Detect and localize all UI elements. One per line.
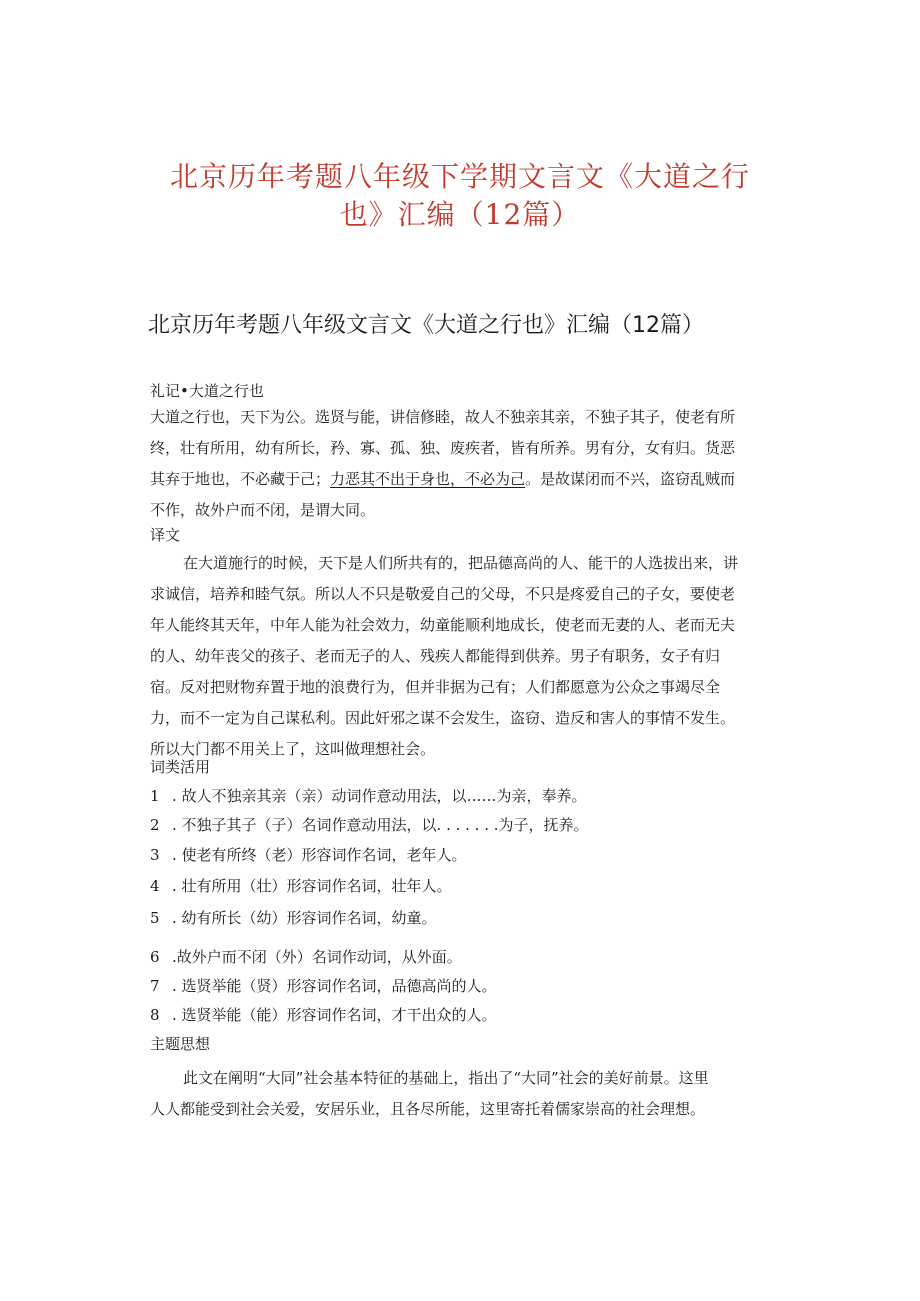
usage-item-3 (150, 844, 467, 865)
underlined-phrase: 力恶其不出于身也，不必为己 (330, 470, 526, 488)
usage-number: 5 (150, 909, 160, 927)
translation-line-3: 年人能终其天年，中年人能为社会效力，幼童能顺利地成长，使老而无妻的人、老而无夫 (150, 616, 736, 634)
usage-text: . 壮有所用（壮）形容词作名词，壮年人。 (172, 877, 452, 895)
usage-item-1 (150, 785, 587, 806)
usage-item-8 (150, 1004, 497, 1025)
original-line-2: 终，壮有所用，幼有所长，矜、寡、孤、独、废疾者，皆有所养。男有分，女有归。货恶 (150, 439, 736, 457)
theme-heading: 主题思想 (150, 1035, 211, 1053)
usage-text: . 故人不独亲其亲（亲）动词作意动用法，以……为亲，奉养。 (172, 787, 587, 805)
title-line-1: 北京历年考题八年级下学期文言文《大道之行 (169, 160, 750, 193)
usage-item-4 (150, 875, 452, 896)
title-line-2: 也》汇编（12篇） (339, 198, 581, 231)
usage-text: .故外户而不闭（外）名词作动词，从外面。 (172, 948, 462, 966)
original-line-4: 不作，故外户而不闭，是谓大同。 (150, 501, 376, 519)
usage-number: 7 (150, 977, 160, 995)
original-line-3 (150, 464, 780, 495)
document-title (140, 158, 780, 234)
original-text (150, 402, 780, 526)
theme-text (150, 1063, 780, 1125)
usage-number: 4 (150, 877, 160, 895)
original-line-1: 大道之行也，天下为公。选贤与能，讲信修睦，故人不独亲其亲，不独子其子，使老有所 (150, 408, 736, 426)
original-line-3b: 。是故谋闭而不兴，盗窃乱贼而 (525, 470, 736, 488)
usage-item-5 (150, 907, 437, 928)
usage-item-2 (150, 814, 589, 835)
usage-number: 2 (150, 816, 160, 834)
usage-text: . 不独子其子（子）名词作意动用法，以. . . . . . .为子，抚养。 (172, 816, 589, 834)
translation-line-2: 求诚信，培养和睦气氛。所以人不只是敬爱自己的父母，不只是疼爱自己的子女，要使老 (150, 585, 736, 603)
theme-line-2: 人人都能受到社会关爱，安居乐业，且各尽所能，这里寄托着儒家崇高的社会理想。 (150, 1100, 706, 1118)
usage-number: 6 (150, 948, 160, 966)
translation-line-5: 宿。反对把财物弃置于地的浪费行为，但并非据为己有；人们都愿意为公众之事竭尽全 (150, 678, 721, 696)
translation-line-1: 在大道施行的时候，天下是人们所共有的，把品德高尚的人、能干的人选拔出来，讲 (183, 554, 739, 572)
translation-text (150, 548, 780, 765)
translation-line-6: 力，而不一定为自己谋私利。因此奸邪之谋不会发生，盗窃、造反和害人的事情不发生。 (150, 709, 736, 727)
translation-heading: 译文 (150, 526, 181, 544)
original-line-3a: 其弃于地也，不必藏于己； (150, 470, 331, 488)
section-title: 北京历年考题八年级文言文《大道之行也》汇编（12篇） (148, 313, 704, 338)
translation-line-7: 所以大门都不用关上了，这叫做理想社会。 (150, 740, 436, 758)
usage-text: . 选贤举能（贤）形容词作名词，品德高尚的人。 (172, 977, 497, 995)
usage-item-6 (150, 946, 462, 967)
usage-number: 3 (150, 846, 160, 864)
usage-item-7 (150, 975, 497, 996)
translation-line-4: 的人、幼年丧父的孩子、老而无子的人、残疾人都能得到供养。男子有职务，女子有归 (150, 647, 721, 665)
usage-heading: 词类活用 (150, 758, 211, 776)
usage-text: . 选贤举能（能）形容词作名词，才干出众的人。 (172, 1006, 497, 1024)
source-heading: 礼记•大道之行也 (150, 382, 264, 400)
usage-number: 1 (150, 787, 160, 805)
usage-number: 8 (150, 1006, 160, 1024)
theme-line-1: 此文在阐明“大同”社会基本特征的基础上，指出了“大同”社会的美好前景。这里 (183, 1069, 709, 1087)
usage-text: . 使老有所终（老）形容词作名词，老年人。 (172, 846, 467, 864)
usage-text: . 幼有所长（幼）形容词作名词，幼童。 (172, 909, 437, 927)
